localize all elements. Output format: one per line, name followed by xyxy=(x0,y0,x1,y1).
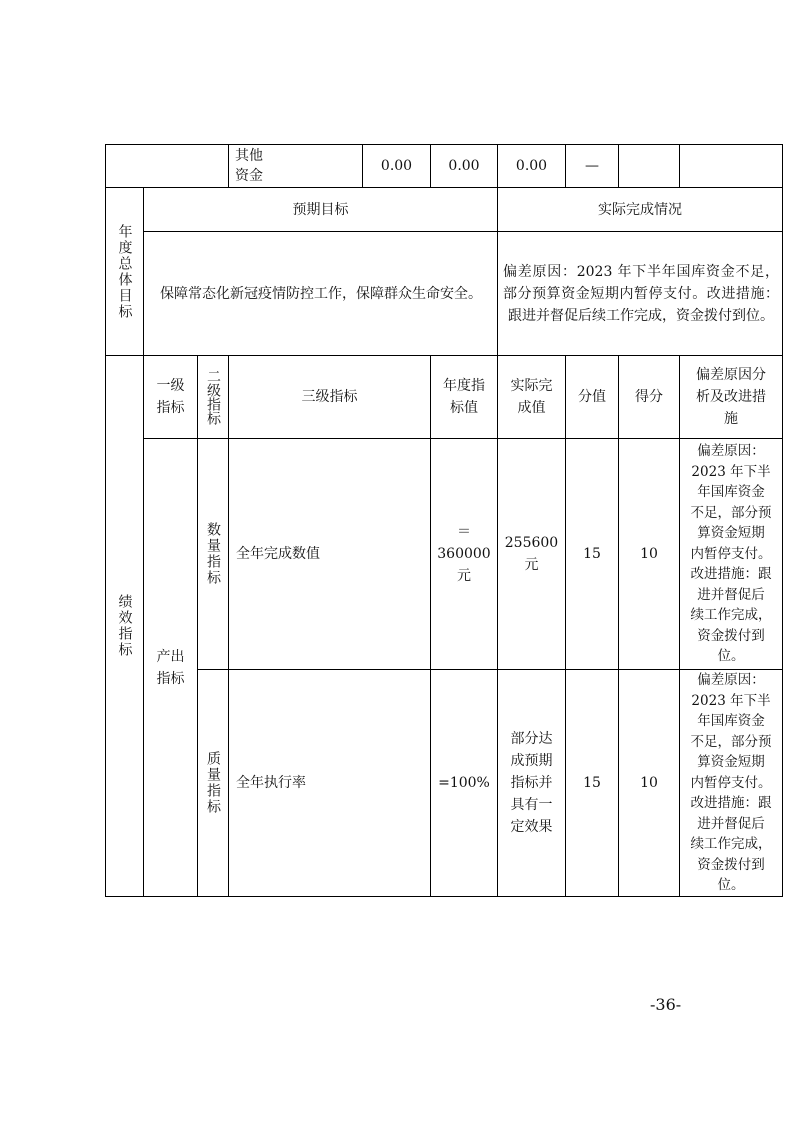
actual-completion-header: 实际完成情况 xyxy=(598,201,682,218)
h-line xyxy=(105,896,783,897)
other-funds-value-1: 0.00 xyxy=(380,158,413,174)
row2-deviation: 偏差原因： 2023 年下半 年国库资金 不足，部分预 算资金短期 内暂停支付。 改进措施：跟 进并督促后 续工作完成， 资金拨付到 位。 xyxy=(690,672,772,894)
level1-output-indicator: 产出 指标 xyxy=(156,648,185,687)
header-actual-value: 实际完 成值 xyxy=(510,378,553,416)
row2-level3: 全年执行率 xyxy=(236,775,306,791)
header-level2: 二级指标 xyxy=(205,369,221,425)
v-line xyxy=(782,144,783,897)
other-funds-dash: — xyxy=(585,158,599,174)
annual-goal-side-label: 年度总体目标 xyxy=(116,223,133,320)
header-annual-value: 年度指 标值 xyxy=(443,378,485,416)
expected-goal-header: 预期目标 xyxy=(292,201,349,218)
actual-completion-text: 偏差原因：2023 年下半年国库资金不足，部分预算资金短期内暂停支付。改进措施：跟进并督促后续工作完成，资金拨付到位。 xyxy=(503,263,779,324)
header-deviation: 偏差原因分 析及改进措 施 xyxy=(696,367,766,427)
header-score-value: 分值 xyxy=(578,389,606,405)
row2-score: 10 xyxy=(640,775,658,791)
performance-side-label: 绩效指标 xyxy=(116,594,133,658)
row2-actual-value: 部分达 成预期 指标并 具有一 定效果 xyxy=(510,731,553,835)
row1-annual-value: ＝ 360000 元 xyxy=(437,524,491,584)
header-score: 得分 xyxy=(635,389,663,405)
row2-annual-value: =100% xyxy=(438,775,490,791)
other-funds-value-2: 0.00 xyxy=(448,158,480,174)
row1-score: 10 xyxy=(640,546,658,562)
other-funds-label: 其他 资金 xyxy=(235,148,263,184)
header-level1: 一级 指标 xyxy=(156,378,185,416)
row2-score-value: 15 xyxy=(583,775,601,791)
v-line xyxy=(679,144,680,188)
row1-level3: 全年完成数值 xyxy=(236,546,320,562)
row2-level2: 质量指标 xyxy=(205,751,221,815)
row1-score-value: 15 xyxy=(583,546,601,562)
expected-goal-text: 保障常态化新冠疫情防控工作，保障群众生命安全。 xyxy=(160,285,482,302)
v-line xyxy=(618,144,619,188)
other-funds-value-3: 0.00 xyxy=(515,158,548,174)
header-level3: 三级指标 xyxy=(301,389,358,405)
row1-actual-value: 255600 元 xyxy=(504,535,559,573)
page-number: -36- xyxy=(650,995,682,1014)
row1-level2: 数量指标 xyxy=(205,522,221,586)
row1-deviation: 偏差原因： 2023 年下半 年国库资金 不足，部分预 算资金短期 内暂停支付。 改进措施：跟 进并督促后 续工作完成， 资金拨付到 位。 xyxy=(690,443,772,665)
